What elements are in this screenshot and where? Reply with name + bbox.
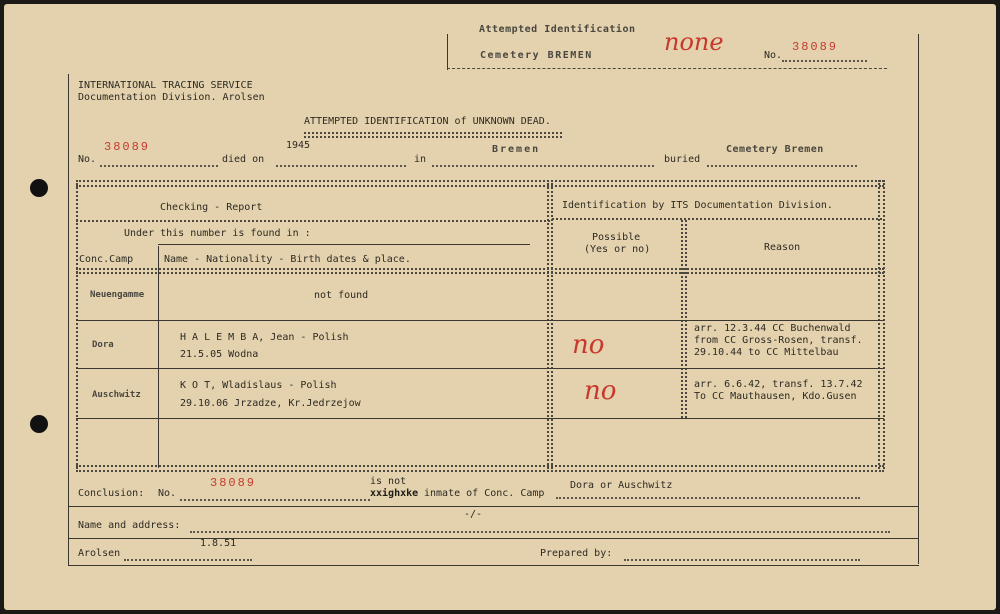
bottom-frame-line (68, 565, 919, 566)
footer-place: Arolsen (78, 548, 121, 559)
org-line-1: INTERNATIONAL TRACING SERVICE (78, 80, 253, 91)
conclusion-inmate-text: inmate of Conc. Camp (424, 488, 545, 499)
table-row-2-reason-1: arr. 12.3.44 CC Buchenwald (694, 323, 851, 334)
header-divider-left (76, 220, 550, 222)
table-camp-divider (158, 246, 159, 468)
prepared-by-label: Prepared by: (540, 548, 613, 559)
table-top-1 (76, 180, 884, 182)
conclusion-no-leader (180, 499, 370, 501)
conclusion-no-label: No. (158, 488, 177, 499)
header-no-value: 38089 (792, 40, 839, 54)
table-row-3-birth: 29.10.06 Jrzadze, Kr.Jedrzejow (180, 398, 361, 409)
under-number-underline (158, 244, 530, 245)
punch-hole-top (30, 179, 48, 197)
record-buried-value: Cemetery Bremen (726, 144, 824, 155)
table-top-2 (76, 185, 884, 187)
header-no-leader (782, 60, 867, 62)
record-in-leader (432, 165, 654, 167)
table-mid-2 (551, 180, 553, 469)
red-none-note: none (664, 28, 724, 56)
table-right-2 (883, 180, 885, 469)
table-bottom-1 (76, 465, 884, 467)
conclusion-is-not: is not (370, 476, 407, 487)
table-row-2-camp: Dora (92, 340, 114, 350)
table-row-2-possible: no (572, 330, 605, 360)
footer-date: 1.8.51 (200, 538, 237, 549)
row-divider-3 (76, 418, 884, 419)
table-row-2-reason-3: 29.10.44 to CC Mittelbau (694, 347, 839, 358)
record-in-label: in (414, 154, 427, 165)
header-no-label: No. (764, 50, 783, 61)
title-underline-2 (304, 136, 562, 138)
left-frame-line (68, 74, 69, 565)
document-title: ATTEMPTED IDENTIFICATION of UNKNOWN DEAD. (304, 116, 551, 127)
prepared-by-leader (624, 559, 860, 561)
punch-hole-bottom (30, 415, 48, 433)
conclusion-camps-leader (556, 497, 860, 499)
name-address-leader (190, 531, 890, 533)
record-died-label: died on (222, 154, 265, 165)
header-divider-right (552, 218, 882, 220)
name-address-label: Name and address: (78, 520, 181, 531)
checking-header: Checking - Report (160, 202, 263, 213)
table-row-1-camp: Neuengamme (90, 290, 145, 300)
stamp-box-left (447, 34, 448, 70)
table-row-2-name: H A L E M B A, Jean - Polish (180, 332, 349, 343)
table-reason-divider-2 (685, 220, 687, 418)
row-divider-1 (76, 320, 884, 321)
table-row-3-reason-2: To CC Mauthausen, Kdo.Gusen (694, 391, 857, 402)
conclusion-divider (68, 506, 918, 507)
record-no-value: 38089 (104, 140, 151, 154)
right-frame-line (918, 34, 919, 564)
its-record-card (4, 4, 996, 610)
conclusion-no-value: 38089 (210, 476, 257, 490)
columns-divider-2 (76, 272, 884, 274)
title-underline-1 (304, 132, 562, 134)
col-possible-header-1: Possible (592, 232, 641, 243)
conclusion-camps: Dora or Auschwitz (570, 480, 673, 491)
table-row-2-reason-2: from CC Gross-Rosen, transf. (694, 335, 863, 346)
conclusion-struck-word: xxighxke (370, 488, 419, 499)
table-row-3-possible: no (584, 376, 617, 406)
table-reason-divider-1 (681, 220, 683, 418)
table-mid-1 (547, 180, 549, 469)
identification-header: Identification by ITS Documentation Division. (562, 200, 833, 211)
col-possible-header-2: (Yes or no) (584, 244, 651, 255)
table-row-3-reason-1: arr. 6.6.42, transf. 13.7.42 (694, 379, 863, 390)
table-bottom-2 (76, 470, 884, 472)
record-died-value: 1945 (286, 140, 311, 151)
stamp-box-bottom (447, 68, 887, 69)
record-buried-leader (707, 165, 857, 167)
table-right-1 (878, 180, 880, 469)
table-row-3-camp: Auschwitz (92, 390, 141, 400)
table-left (76, 180, 78, 469)
stamp-cemetery: Cemetery BREMEN (480, 50, 593, 61)
columns-divider-1 (76, 268, 884, 270)
under-number-label: Under this number is found in : (124, 228, 311, 239)
conclusion-label: Conclusion: (78, 488, 145, 499)
stamp-title: Attempted Identification (479, 24, 636, 35)
col-reason-header: Reason (764, 242, 801, 253)
table-row-3-name: K O T, Wladislaus - Polish (180, 380, 337, 391)
name-address-value: -/- (464, 509, 483, 520)
col-camp-header: Conc.Camp (79, 254, 134, 265)
record-no-label: No. (78, 154, 97, 165)
row-divider-2 (76, 368, 884, 369)
col-name-header: Name - Nationality - Birth dates & place. (164, 254, 411, 265)
record-no-leader (100, 165, 218, 167)
record-buried-label: buried (664, 154, 701, 165)
table-row-2-birth: 21.5.05 Wodna (180, 349, 259, 360)
footer-date-leader (124, 559, 252, 561)
table-row-1-name: not found (314, 290, 369, 301)
record-died-leader (276, 165, 406, 167)
record-in-value: Bremen (492, 144, 541, 155)
name-address-divider (68, 538, 918, 539)
org-line-2: Documentation Division. Arolsen (78, 92, 265, 103)
